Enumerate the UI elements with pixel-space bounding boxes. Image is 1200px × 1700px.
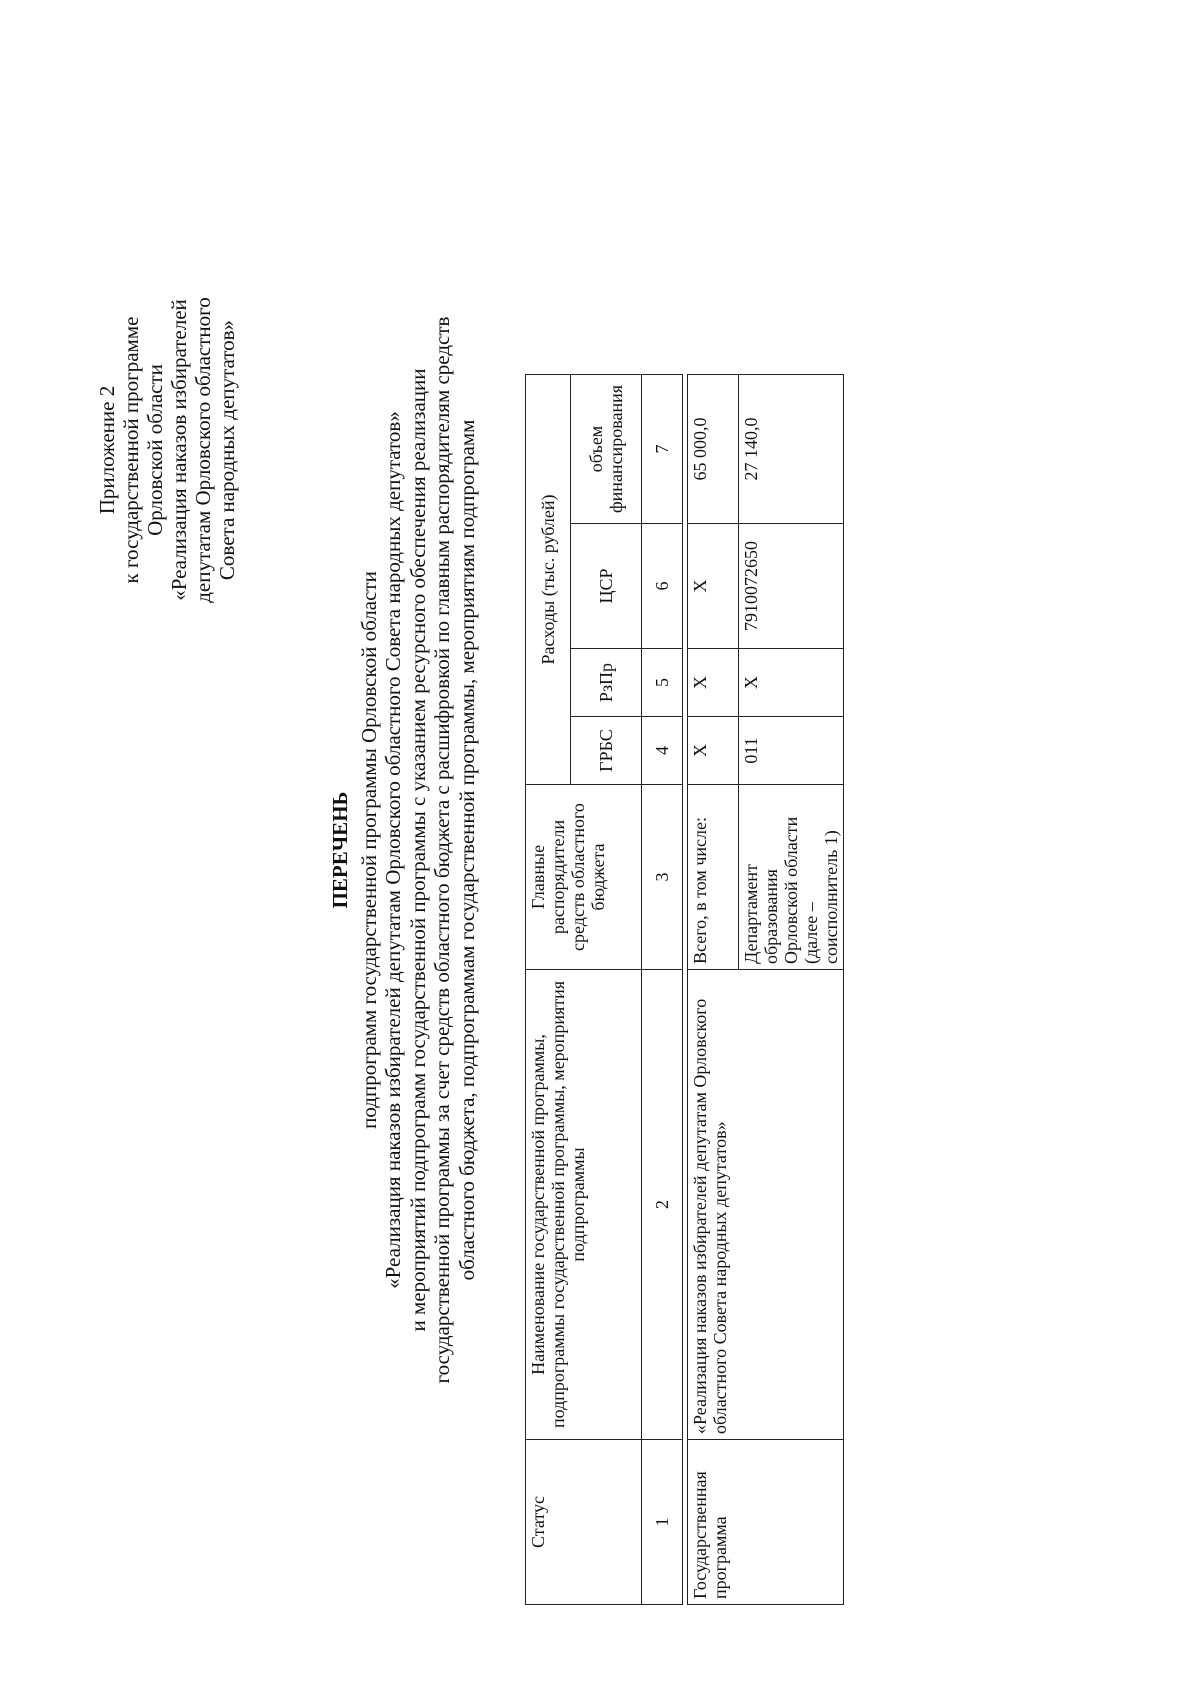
- cell-rzpr: X: [688, 649, 739, 717]
- cell-grbs: X: [688, 717, 739, 785]
- cell-status: Государственная программа: [688, 1440, 844, 1605]
- header-status: Статус: [526, 1440, 642, 1605]
- document-heading: [328, 150, 479, 1550]
- header-row-1: [526, 375, 571, 1605]
- appendix-line: Приложение 2: [95, 385, 119, 515]
- header-rzpr: РзПр: [571, 649, 642, 717]
- appendix-line: Орловской области: [143, 364, 167, 536]
- header-grbs: ГРБС: [571, 717, 642, 785]
- column-number: 7: [642, 375, 683, 524]
- heading-line: областного бюджета, подпрограммам государственной программы, мероприятиям подпрограмм: [454, 419, 479, 1281]
- header-distributors: Главные распорядители средств областного бюджета: [526, 785, 642, 970]
- appendix-line: к государственной программе: [119, 316, 143, 584]
- appendix-line: депутатам Орловского областного: [191, 297, 215, 603]
- heading-line: «Реализация наказов избирателей депутатам Орловского областного Совета народных депутатов»: [381, 411, 405, 1289]
- cell-csr: X: [688, 524, 739, 649]
- column-number: 6: [642, 524, 683, 649]
- column-number-row: [642, 375, 683, 1605]
- document-page: [80, 70, 1120, 1630]
- document-title: ПЕРЕЧЕНЬ: [328, 791, 352, 909]
- heading-line: и мероприятий подпрограмм государственной программы с указанием ресурсного обеспечения реализации: [405, 368, 430, 1332]
- heading-line: государственной программы за счет средств областного бюджета с расшифровкой по главным распорядителям средств: [430, 316, 454, 1384]
- header-csr: ЦСР: [571, 524, 642, 649]
- table-row: [688, 375, 739, 1605]
- cell-name: «Реализация наказов избирателей депутатам Орловского областного Совета народных депутатов»: [688, 970, 844, 1440]
- cell-grbs: 011: [739, 717, 844, 785]
- cell-csr: 7910072650: [739, 524, 844, 649]
- program-table: [525, 374, 844, 1605]
- cell-distributor: Всего, в том числе:: [688, 785, 739, 970]
- appendix-line: «Реализация наказов избирателей: [167, 299, 191, 601]
- header-name: Наименование государственной программы, подпрограммы государственной программы, мероприятия подпрограммы: [526, 970, 642, 1440]
- header-expenses: Расходы (тыс. рублей): [526, 375, 571, 785]
- appendix-note: [95, 230, 239, 670]
- column-number: 3: [642, 785, 683, 970]
- column-number: 5: [642, 649, 683, 717]
- column-number: 2: [642, 970, 683, 1440]
- appendix-line: Совета народных депутатов»: [215, 319, 239, 581]
- cell-rzpr: X: [739, 649, 844, 717]
- header-volume: объем финансирования: [571, 375, 642, 524]
- cell-distributor: Департамент образования Орловской области (далее – соисполнитель 1): [739, 785, 844, 970]
- cell-volume: 65 000,0: [688, 375, 739, 524]
- heading-line: подпрограмм государственной программы Орловской области: [356, 571, 381, 1129]
- column-number: 1: [642, 1440, 683, 1605]
- column-number: 4: [642, 717, 683, 785]
- cell-volume: 27 140,0: [739, 375, 844, 524]
